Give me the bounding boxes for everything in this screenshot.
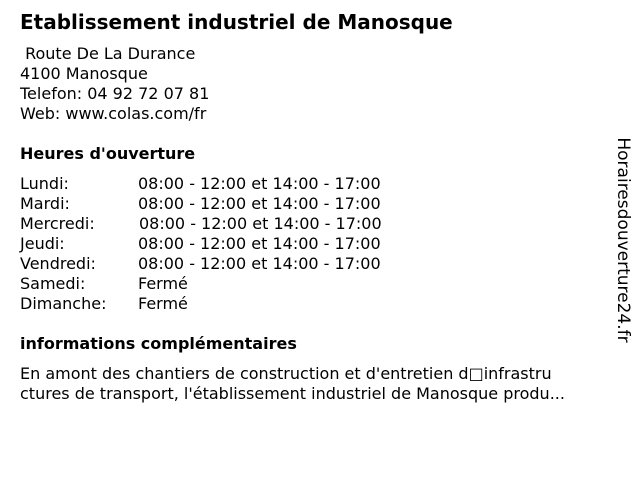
phone-number: Telefon: 04 92 72 07 81 <box>20 84 210 103</box>
address-block <box>20 44 209 124</box>
hours-row-thursday <box>20 234 440 254</box>
hours-row-tuesday <box>20 194 440 214</box>
day-label: Dimanche: <box>20 294 107 313</box>
opening-hours-table <box>20 174 440 314</box>
description-line: ctures de transport, l'établissement industriel de Manosque produ... <box>20 384 565 403</box>
address-city: 4100 Manosque <box>20 64 148 83</box>
day-label: Mardi: <box>20 194 70 213</box>
hours-heading: Heures d'ouverture <box>20 144 196 163</box>
hours-row-monday <box>20 174 440 194</box>
hours-row-saturday <box>20 274 440 294</box>
site-watermark: Horairesdouverture24.fr <box>613 137 633 343</box>
time-value: 08:00 - 12:00 et 14:00 - 17:00 <box>138 234 381 253</box>
description-line: En amont des chantiers de construction et d'entretien d□infrastru <box>20 364 552 383</box>
day-label: Vendredi: <box>20 254 96 273</box>
hours-row-sunday <box>20 294 440 314</box>
day-label: Samedi: <box>20 274 86 293</box>
day-label: Lundi: <box>20 174 69 193</box>
page-title: Etablissement industriel de Manosque <box>20 10 453 34</box>
address-street: Route De La Durance <box>20 44 196 63</box>
website-link: Web: www.colas.com/fr <box>20 104 207 123</box>
time-value: Fermé <box>138 274 188 293</box>
hours-row-friday <box>20 254 440 274</box>
info-heading: informations complémentaires <box>20 334 297 353</box>
time-value: 08:00 - 12:00 et 14:00 - 17:00 <box>139 214 382 233</box>
description-text <box>20 364 610 404</box>
time-value: 08:00 - 12:00 et 14:00 - 17:00 <box>138 194 381 213</box>
hours-row-wednesday <box>20 214 440 234</box>
time-value: Fermé <box>138 294 188 313</box>
day-label: Jeudi: <box>20 234 65 253</box>
day-label: Mercredi: <box>20 214 95 233</box>
time-value: 08:00 - 12:00 et 14:00 - 17:00 <box>138 254 381 273</box>
time-value: 08:00 - 12:00 et 14:00 - 17:00 <box>138 174 381 193</box>
